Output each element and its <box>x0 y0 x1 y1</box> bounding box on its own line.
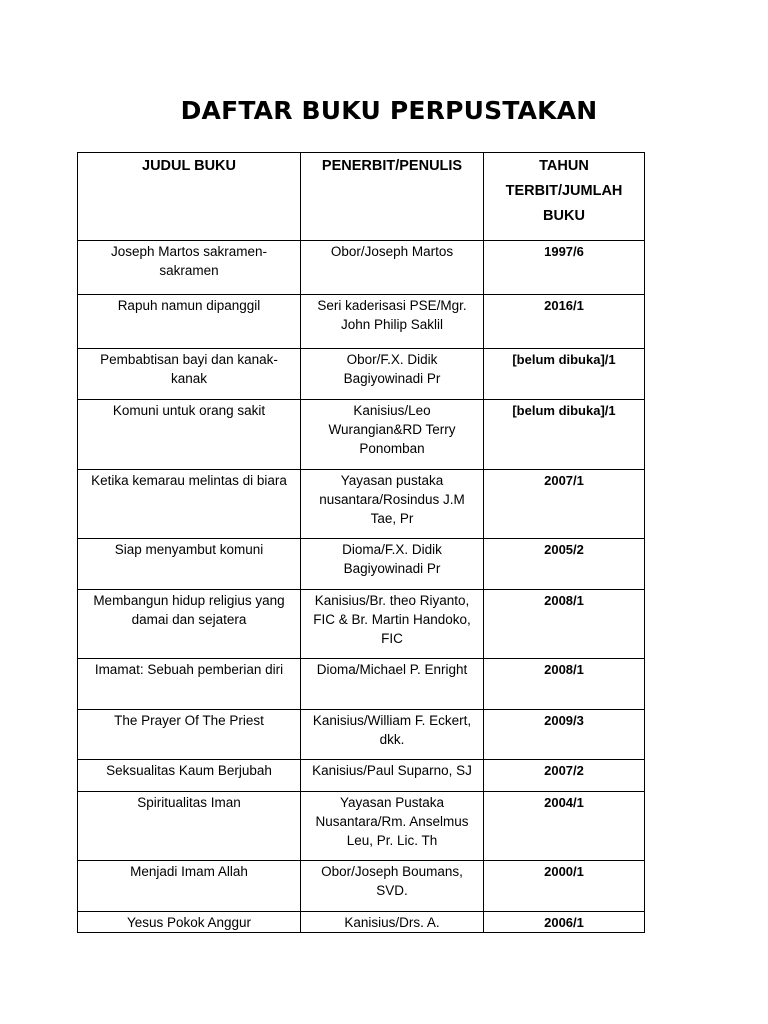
cell-publisher: Dioma/Michael P. Enright <box>301 659 484 710</box>
cell-title: Seksualitas Kaum Berjubah <box>78 760 301 792</box>
cell-year: 2008/1 <box>484 659 645 710</box>
cell-year: [belum dibuka]/1 <box>484 400 645 470</box>
cell-publisher: Kanisius/Drs. A. <box>301 912 484 933</box>
cell-year: 2007/1 <box>484 470 645 539</box>
table-row <box>78 590 645 659</box>
table-row <box>78 792 645 861</box>
cell-publisher: Yayasan pustaka nusantara/Rosindus J.M Tae, Pr <box>301 470 484 539</box>
cell-year: 1997/6 <box>484 241 645 295</box>
cell-publisher: Dioma/F.X. Didik Bagiyowinadi Pr <box>301 539 484 590</box>
header-title: JUDUL BUKU <box>78 153 301 241</box>
cell-publisher: Kanisius/William F. Eckert, dkk. <box>301 710 484 760</box>
cell-title: Komuni untuk orang sakit <box>78 400 301 470</box>
cell-publisher: Kanisius/Paul Suparno, SJ <box>301 760 484 792</box>
cell-year: 2008/1 <box>484 590 645 659</box>
book-list-table <box>77 152 645 933</box>
cell-year: 2007/2 <box>484 760 645 792</box>
cell-year: 2004/1 <box>484 792 645 861</box>
cell-publisher: Obor/Joseph Boumans, SVD. <box>301 861 484 912</box>
table-row <box>78 349 645 400</box>
cell-year: [belum dibuka]/1 <box>484 349 645 400</box>
table-row <box>78 912 645 933</box>
cell-publisher: Seri kaderisasi PSE/Mgr. John Philip Saklil <box>301 295 484 349</box>
cell-title: Imamat: Sebuah pemberian diri <box>78 659 301 710</box>
table-row <box>78 659 645 710</box>
cell-publisher: Obor/Joseph Martos <box>301 241 484 295</box>
table-row <box>78 539 645 590</box>
table-row <box>78 470 645 539</box>
cell-publisher: Kanisius/Br. theo Riyanto, FIC & Br. Martin Handoko, FIC <box>301 590 484 659</box>
cell-year: 2006/1 <box>484 912 645 933</box>
cell-title: Ketika kemarau melintas di biara <box>78 470 301 539</box>
cell-title: Membangun hidup religius yang damai dan sejatera <box>78 590 301 659</box>
cell-year: 2009/3 <box>484 710 645 760</box>
cell-publisher: Kanisius/Leo Wurangian&RD Terry Ponomban <box>301 400 484 470</box>
cell-title: Siap menyambut komuni <box>78 539 301 590</box>
table-row <box>78 760 645 792</box>
cell-publisher: Yayasan Pustaka Nusantara/Rm. Anselmus Leu, Pr. Lic. Th <box>301 792 484 861</box>
header-year: TAHUN TERBIT/JUMLAH BUKU <box>484 153 645 241</box>
table-row <box>78 241 645 295</box>
header-publisher: PENERBIT/PENULIS <box>301 153 484 241</box>
cell-year: 2000/1 <box>484 861 645 912</box>
table-row <box>78 295 645 349</box>
cell-publisher: Obor/F.X. Didik Bagiyowinadi Pr <box>301 349 484 400</box>
cell-title: Yesus Pokok Anggur <box>78 912 301 933</box>
table-row <box>78 400 645 470</box>
cell-title: Menjadi Imam Allah <box>78 861 301 912</box>
cell-title: The Prayer Of The Priest <box>78 710 301 760</box>
table-row <box>78 710 645 760</box>
cell-title: Spiritualitas Iman <box>78 792 301 861</box>
page-title: DAFTAR BUKU PERPUSTAKAN <box>180 96 598 125</box>
cell-year: 2005/2 <box>484 539 645 590</box>
cell-title: Pembabtisan bayi dan kanak-kanak <box>78 349 301 400</box>
cell-year: 2016/1 <box>484 295 645 349</box>
table-row <box>78 861 645 912</box>
cell-title: Joseph Martos sakramen-sakramen <box>78 241 301 295</box>
cell-title: Rapuh namun dipanggil <box>78 295 301 349</box>
table-header-row <box>78 153 645 241</box>
